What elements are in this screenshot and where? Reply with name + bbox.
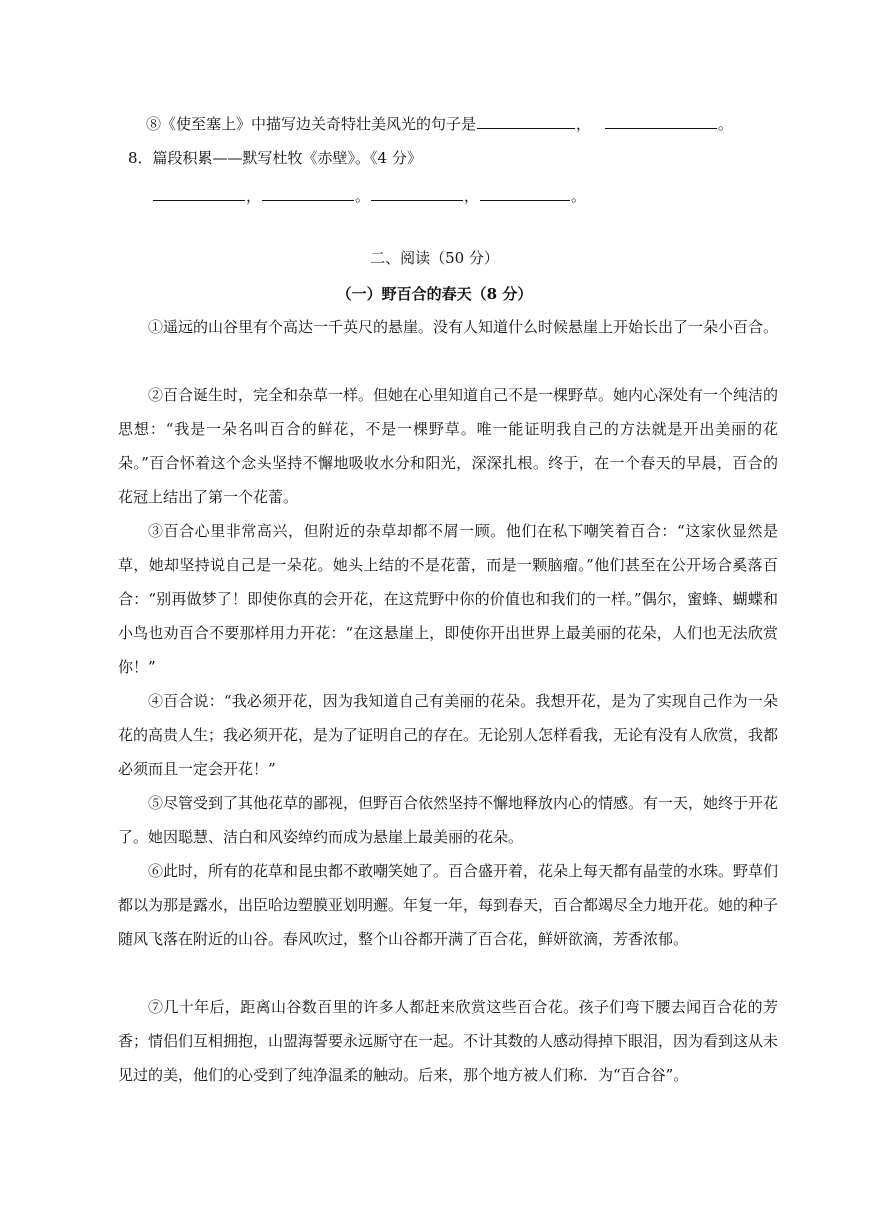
section-title: 二、阅读（50 分） [370,249,499,267]
story-paragraph-7: ⑦几十年后，距离山谷数百里的许多人都赶来欣赏这些百合花。孩子们弯下腰去闻百合花的芳香；情侣们互相拥抱，山盟海誓要永远厮守在一起。不计其数的人感动得掉下眼泪，因为看到这从未见过的美，他们的心受到了纯净温柔的触动。后来，那个地方被人们称．为“百合谷”。 [118,998,779,1084]
punctuation: 。 [571,187,587,205]
answer-blank [477,113,575,129]
story-paragraph-2: ②百合诞生时，完全和杂草一样。但她在心里知道自己不是一棵野草。她内心深处有一个纯洁的思想：“我是一朵名叫百合的鲜花，不是一棵野草。唯一能证明我自己的方法就是开出美丽的花朵。”百合怀着这个念头坚持不懈地吸收水分和阳光，深深扎根。终于，在一个春天的早晨，百合的花冠上结出了第一个花蕾。 [118,386,779,506]
answer-blank [605,113,717,129]
punctuation: 。 [718,115,734,133]
story-paragraph-4: ④百合说：“我必须开花，因为我知道自己有美丽的花朵。我想开花，是为了实现自己作为一朵花的高贵人生；我必须开花，是为了证明自己的存在。无论别人怎样看我，无论有没有人欣赏，我都必须而且一定会开花！” [118,692,779,778]
punctuation: ， [464,187,480,205]
question-poem-text: ⑧《使至塞上》中描写边关奇特壮美风光的句子是 [146,115,477,133]
punctuation: 。 [355,187,371,205]
question-8-title: 8．篇段积累——默写杜牧《赤壁》。《4 分》 [128,149,422,167]
punctuation: ， [576,115,592,133]
punctuation: ， [246,187,262,205]
story-paragraph-5: ⑤尽管受到了其他花草的鄙视，但野百合依然坚持不懈地释放内心的情感。有一天，她终于开花了。她因聪慧、洁白和风姿绰约而成为悬崖上最美丽的花朵。 [118,794,779,846]
question-8-blanks [152,185,586,206]
answer-blank [262,185,354,201]
answer-blank [153,185,245,201]
question-poem-line [146,113,733,134]
story-paragraph-1: ①遥远的山谷里有个高达一千英尺的悬崖。没有人知道什么时候悬崖上开始长出了一朵小百合。 [148,318,779,336]
story-title: （一）野百合的春天（8 分） [336,285,533,303]
story-paragraph-6: ⑥此时，所有的花草和昆虫都不敢嘲笑她了。百合盛开着，花朵上每天都有晶莹的水珠。野草们都以为那是露水，出臣哈边塑膜亚划明邂。年复一年，每到春天，百合都竭尽全力地开花。她的种子随风飞落在附近的山谷。春风吹过，整个山谷都开满了百合花，鲜妍欲滴，芳香浓郁。 [118,862,779,948]
answer-blank [371,185,463,201]
answer-blank [480,185,570,201]
story-paragraph-3: ③百合心里非常高兴，但附近的杂草却都不屑一顾。他们在私下嘲笑着百合：“这家伙显然是草，她却坚持说自己是一朵花。她头上结的不是花蕾，而是一颗脑瘤。”他们甚至在公开场合奚落百合：“别再做梦了！即使你真的会开花，在这荒野中你的价值也和我们的一样。”偶尔，蜜蜂、蝴蝶和小鸟也劝百合不要那样用力开花：“在这悬崖上，即使你开出世界上最美丽的花朵，人们也无法欣赏你！” [118,522,778,676]
